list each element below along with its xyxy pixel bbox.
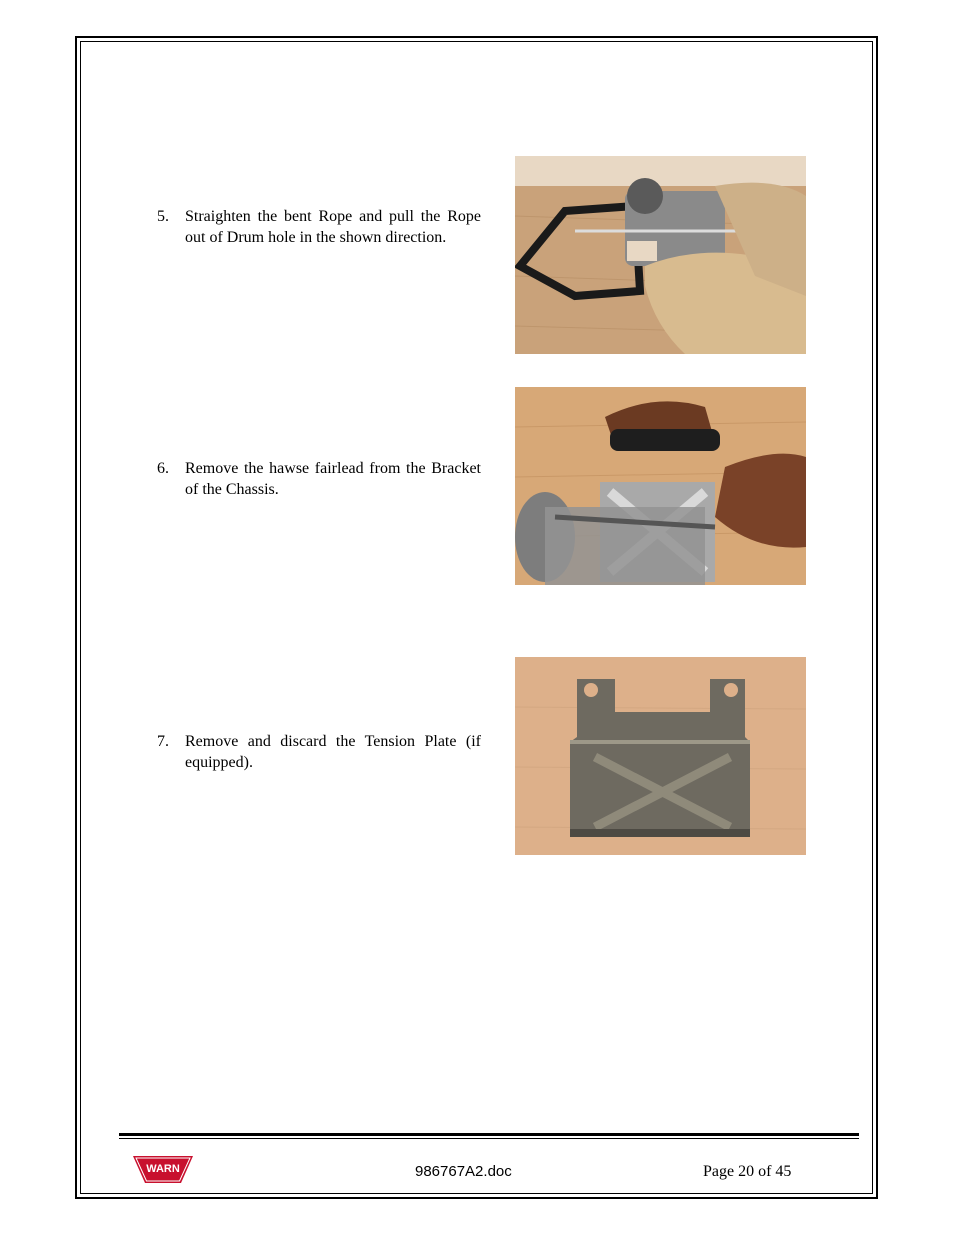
photo-hawse-fairlead — [515, 387, 806, 585]
step-number: 7. — [157, 733, 169, 750]
step-5 — [157, 207, 481, 248]
step-number: 6. — [157, 460, 169, 477]
warn-logo — [131, 1153, 195, 1185]
step-text: Remove the hawse fairlead from the Bracket of the Chassis. — [185, 460, 481, 498]
step-text: Remove and discard the Tension Plate (if equipped). — [185, 733, 481, 771]
footer-filename: 986767A2.doc — [415, 1163, 512, 1180]
footer-rule — [119, 1133, 859, 1136]
step-number: 5. — [157, 208, 169, 225]
photo-rope-pull — [515, 156, 806, 354]
step-text: Straighten the bent Rope and pull the Rope out of Drum hole in the shown direction. — [185, 208, 481, 246]
photo-tension-plate — [515, 657, 806, 855]
footer-rule-thin — [119, 1138, 859, 1139]
footer-page-number: Page 20 of 45 — [703, 1163, 792, 1180]
step-6 — [157, 459, 481, 500]
step-7 — [157, 732, 481, 773]
logo-text: WARN — [146, 1163, 180, 1175]
